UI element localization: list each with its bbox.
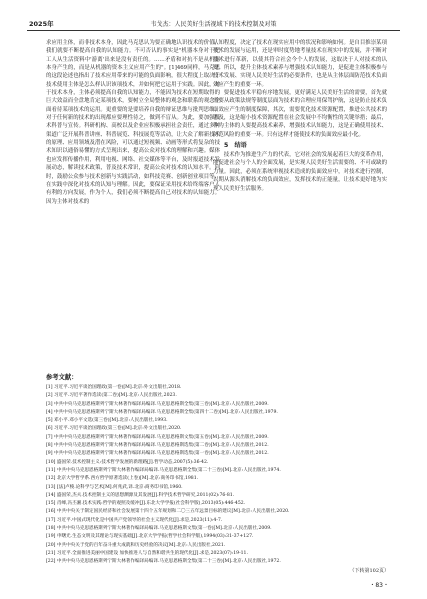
header-year: 2025年 <box>29 20 54 28</box>
reference-item: [4] 中共中央马克思恩格斯列宁斯大林著作编译局编译.马克思恩格斯全集(第四十二卷)[M].北京:人民出版社,1979. <box>46 409 278 415</box>
reference-item: [20] 中共中央关于党的百年奋斗重大成就和历史经验的决议[M].北京:人民出版社,2021. <box>46 542 226 548</box>
reference-item: [2] 习近平.习近平著作选读(第二卷)[M].北京:人民出版社,2023. <box>46 393 177 399</box>
references-list <box>46 384 388 567</box>
reference-item: [8] 中共中央马克思恩格斯列宁斯大林著作编译局编译.马克思恩格斯选集(第二卷)[M].北京:人民出版社,2012. <box>46 443 269 449</box>
reference-item: [13] [法]卢梭.论科学与艺术[M].何兆武,译.北京:商务印书馆,1960. <box>46 484 183 490</box>
reference-item: [17] 习近平.中国式现代化是中国共产党领导的社会主义现代化[J].求是,2023(11):4-7. <box>46 517 223 523</box>
reference-item: [10] 盛国荣.技术控制主义:技术哲学发展的新理路[J].哲学动态,2007(5):36-42. <box>46 459 209 465</box>
reference-item: [15] 肖峰,冯丕湘.技术实践:哲学的观照及缓冲[J].东北大学学报(社会科学版),2013(05):446-452. <box>46 501 246 507</box>
section-heading: 5 结语 <box>224 142 247 150</box>
reference-item: [14] 盛国荣,杰夫.技术控制主义的思想渊源及其发展[J].科学技术哲学研究,2011(02):76-81. <box>46 492 235 498</box>
reference-item: [6] 习近平.习近平谈治国理政(第三卷)[M].北京:外文出版社,2020. <box>46 426 182 432</box>
reference-item: [1] 习近平.习近平谈治国理政(第一卷)[M].北京:外文出版社,2018. <box>46 385 182 390</box>
left-column <box>46 39 220 206</box>
reference-item: [18] 中共中央马克思恩格斯列宁斯大林著作编译局编译.马克思恩格斯文集(第一卷)[M].北京:人民出版社,2009. <box>46 526 272 532</box>
reference-item: [16] 中共中央关于制定国民经济和社会发展第十四个五年规划和二〇三五年远景目标的建议[M].北京:人民出版社,2020. <box>46 509 290 515</box>
reference-item: [5] 邓小平.邓小平文选(第三卷)[M].北京:人民出版社,1993. <box>46 418 168 424</box>
reference-item: [19] 申曙光.生态文明及其理论与现实基础[J].北京大学学报(哲学社会科学版),1994(03):31-37+127. <box>46 534 254 540</box>
body-paragraph: 要促进技术平稳有序地发展，更好满足人民美好生活的需要，首先就需要从政策法规等制度层面为技术的合理应用保驾护航，这是防止技术负面效应产生的制度保障，其次，需要优化技术资源配置，推进公共技术的普及，这是缩小技术资源配置在社会发展中不均衡性的关键举措；最后，作为主体的人要提高技术素养，增强技术认知能力，这是正确使用技术、防范风险的重要一环。只有这样才能使技术的负面效应最小化。 <box>213 90 387 138</box>
body-paragraph: 认知程度，决定了技术在现实应用中的状况和影响如何。是自目推崇某项技术的发展与运用，还是审时度势地考量技术在现实中的发展，并不断对技术进行革新，以使其符合社会今个人的发展，这取决于人对技术的认知。所以，提升主体技术素养与增强技术认知能力，是促进主体积极参与技术发展、实现人民美好生活的必要条件，也是从主体层面防范技术负面效应产生的重要一环。 <box>213 40 387 88</box>
reference-item: [12] 北京大学哲学系.西方哲学原著选读(上卷)[M].北京:商务印书馆,1981. <box>46 476 199 482</box>
body-paragraph: 求应用主体，而非技术本身，因此马克思认为要正确地认识技术的价值，我们就要不断提高自我的认知能力。不可否认的事实是"机器本身对于把工人从生活资料中'游离'出来是没有责任的。……矛盾和对抗不是从机器本身产生的，而是从机器的资本主义应用产生的"。[1]469同样，马克思的这段论述也指出了技术应用带来的可能的负面影响，很大程度上取决于技术使用主体是怎么样认识该项技术，并如何把它运用于实践。因此，对于技术本身，主体必须提高自我的认知能力，不能因为技术在短期取得的巨大效益而全盘地肯定某项技术，要树立全局整体的观念和联系的观念全面看待某项技术的运用。更重要的是要培养自我的辩证思维与批判思维，对于任何新的技术的出现都应要理性待之，做到不盲从。为此，要加强技术科普与宣传。科研机构、高校以及企业应积极承担社会责任，通过多种渠道广泛开展科普讲座、科普展览、科技展览等活动，让大众了解新技术的原理、应用领域及潜在风险，可以通过短视频、动画等形式将复杂的技术知识以通俗易懂的方式呈现出来，提高公众对技术的理解和兴趣。媒体也应发挥传播作用，利用电视、网络、社交媒体等平台，及时报道技术发展动态，解读技术政策，普及技术常识，提高公众对技术的认知水平。同时，鼓励公众参与技术创新与实践活动，如科技竞赛、创新创业项目等，在实践中深化对技术的认知与理解。因此，要保证采用技术给终端客户人有利的方向发展，作为个人，我们必须不断提高自己对技术的认知能力。因为主体对技术的 <box>46 40 220 205</box>
references-heading: 参考文献： <box>46 374 78 381</box>
right-column <box>213 39 387 193</box>
header-title: 韦戈杰：人民美好生活视域下的技术控制及对策 <box>150 21 277 28</box>
body-paragraph: 技术作为推进生产力的代表，它对社会的发展起着巨大的变革作用，能促进社会与个人的全面发展，是实现人民美好生活需要的、不可或缺的力量。因此，必须在系统审视技术造成的负面效应中，对技术进行控制，以期从源头消解技术的负面效应，发挥技术的正能量，让技术更好地为实现人民美好生活服务。 <box>213 152 387 192</box>
reference-item: [22] 中共中央马克思恩格斯列宁斯大林著作编译局编译.马克思恩格斯全集(第二十三卷)[M].北京:人民出版社,1972. <box>46 559 281 565</box>
reference-item: [3] 中共中央马克思恩格斯列宁斯大林著作编译局编译.马克思恩格斯全集(第三卷)[M].北京:人民出版社,2009. <box>46 401 269 407</box>
reference-item: [21] 习近平.全面推进美丽中国建设 加快推进人与自然和谐共生的现代化[J].求是,2023(07):19-11. <box>46 550 248 556</box>
page-number: ・83・ <box>369 582 389 589</box>
reference-item: [7] 中共中央马克思恩格斯列宁斯大林著作编译局编译.马克思恩格斯文集(第五卷)[M].北京:人民出版社,2009. <box>46 434 269 440</box>
reference-item: [9] 中共中央马克思恩格斯列宁斯大林著作编译局编译.马克思恩格斯选集(第一卷)[M].北京:人民出版社,2012. <box>46 451 269 457</box>
running-header <box>27 16 400 31</box>
reference-item: [11] 中共中央马克思恩格斯列宁斯大林著作编译局编译.马克思恩格斯全集(第二十三卷)[M].北京:人民出版社,1974. <box>46 467 281 473</box>
continued-note: （下转第102页） <box>349 568 389 574</box>
